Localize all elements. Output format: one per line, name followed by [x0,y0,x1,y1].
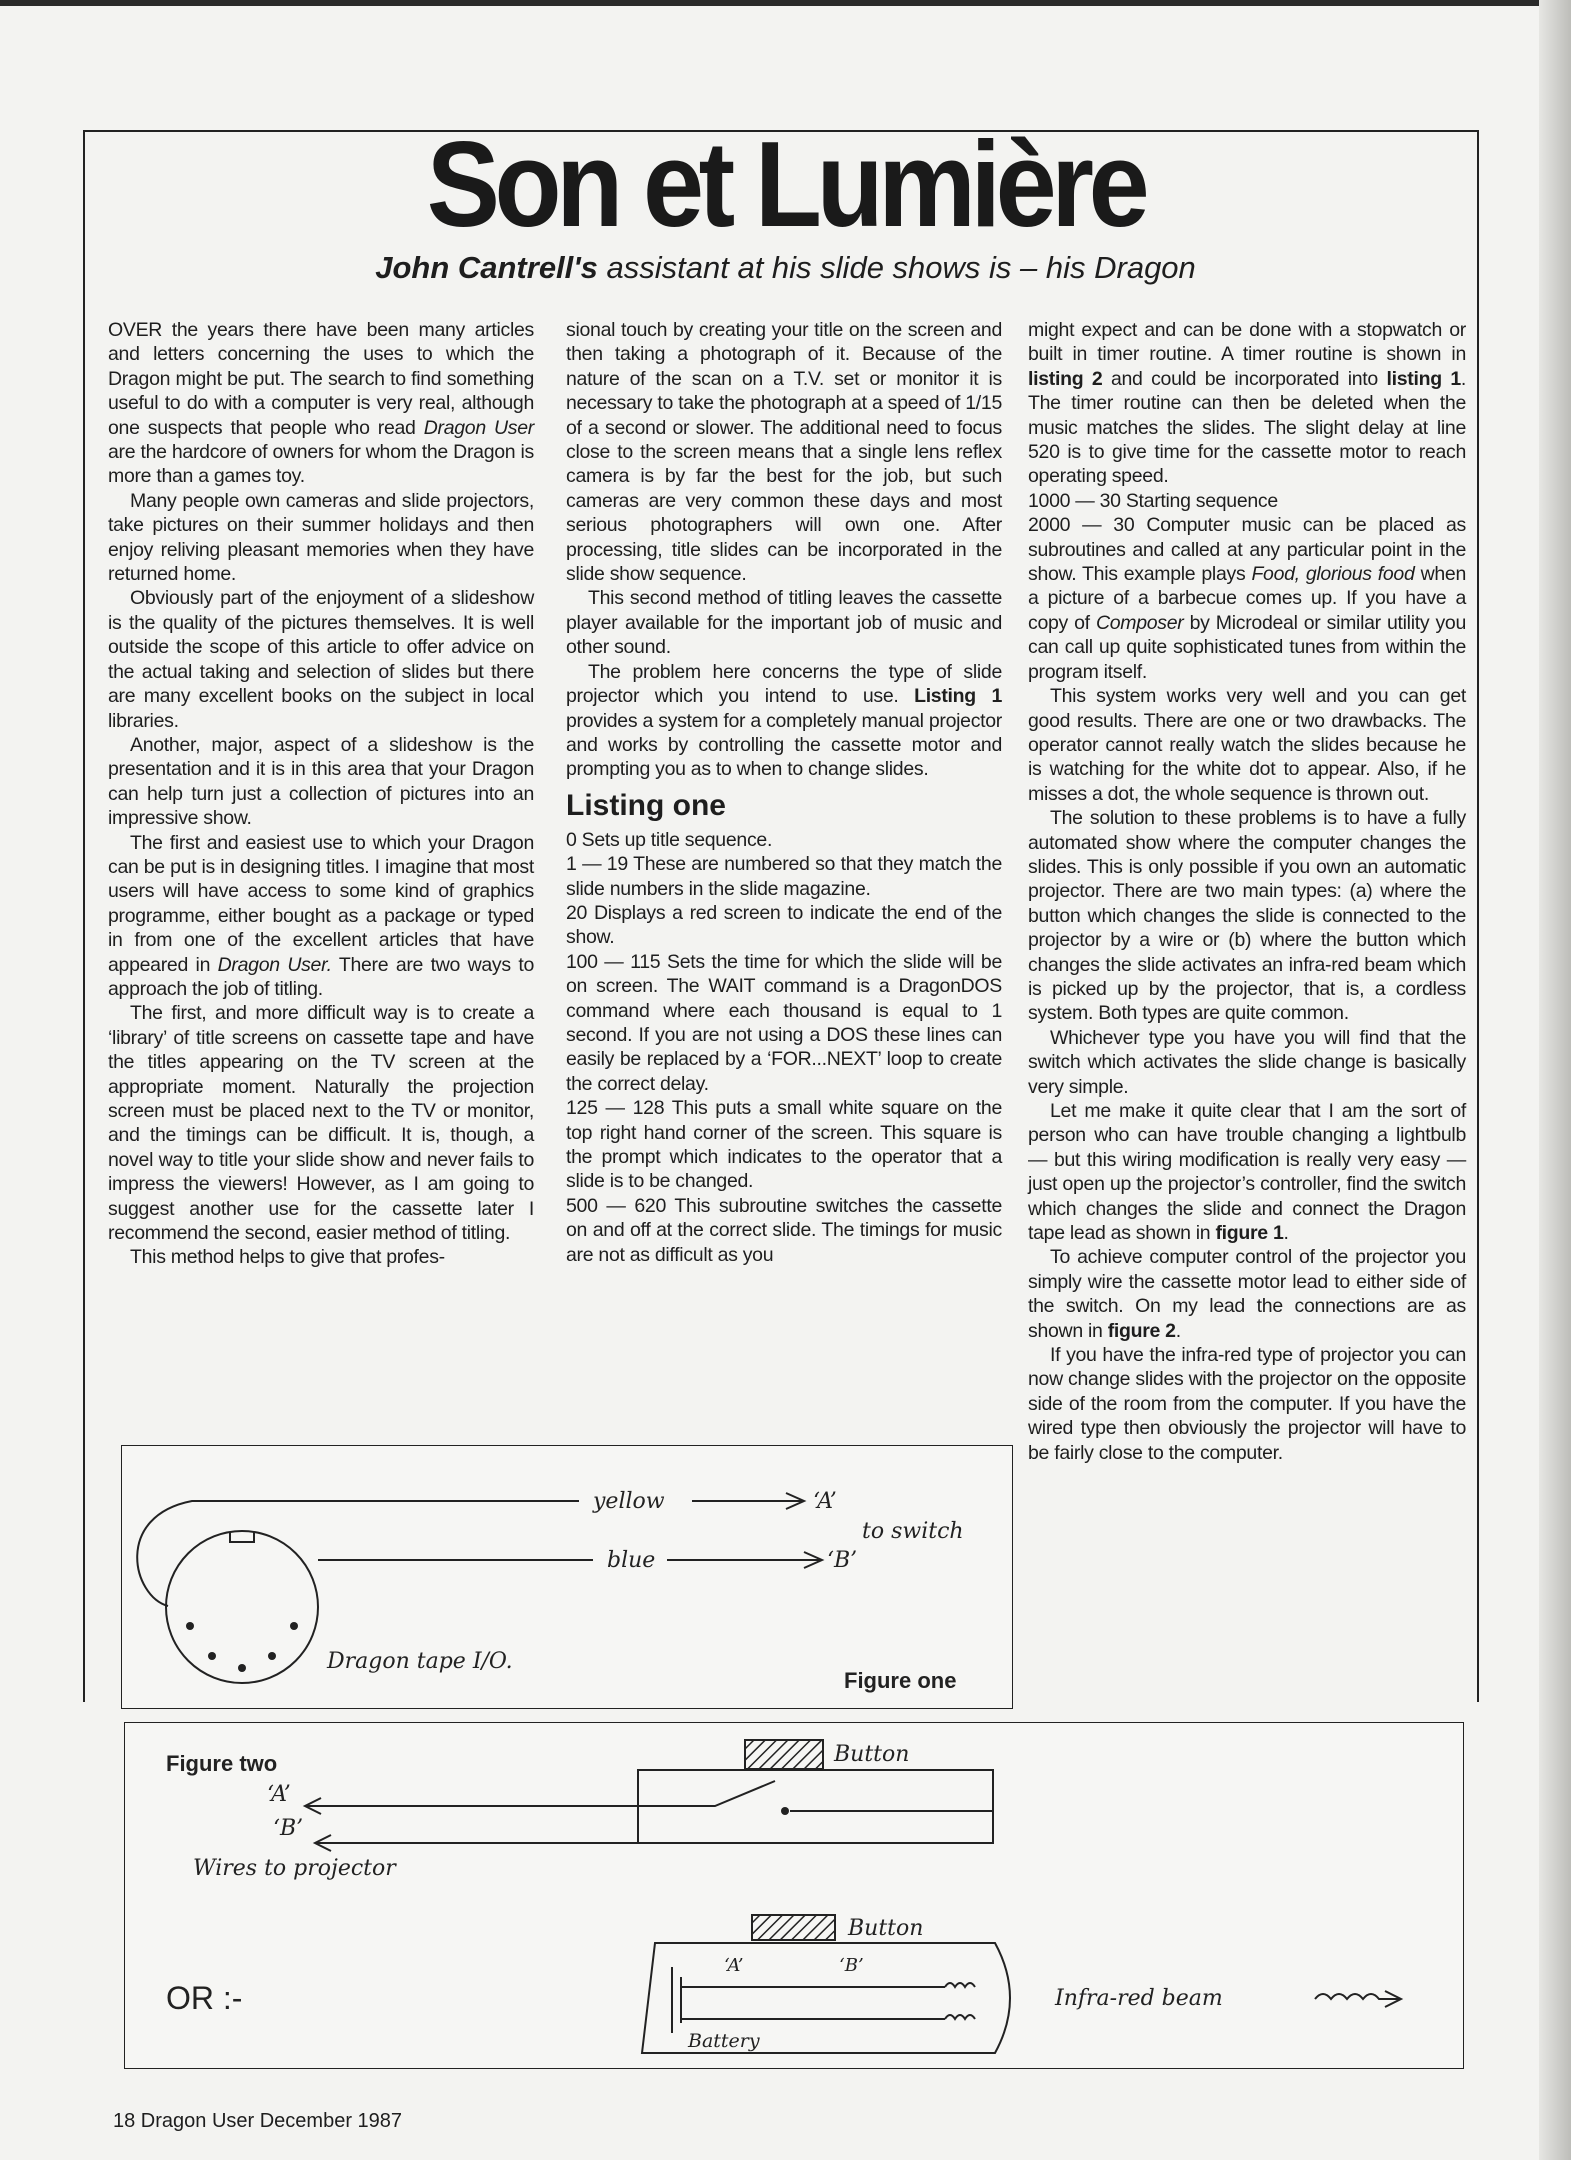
paragraph [108,318,534,489]
paragraph [1028,806,1466,1026]
text-run: and could be incorporated into [1102,367,1387,390]
paragraph [1028,1245,1466,1343]
figure-one-diagram [122,1446,1012,1708]
arrow-b [667,1552,822,1568]
button-hatch-1 [745,1740,823,1769]
bold-reference: figure 1 [1215,1222,1284,1245]
author-name: John Cantrell's [375,250,598,285]
label-terminal-b: ‘B’ [827,1548,858,1573]
text-run: by Microdeal or similar utility you can call up quite sophisticated tunes from within the program itself. [1028,611,1466,683]
text-run: might expect and can be done with a stopwatch or built in timer routine. A timer routine is shown in [1028,319,1466,366]
text-run: when a picture of a barbecue comes up. If you have a copy of [1028,563,1466,634]
text-run: To achieve computer control of the projector you simply wire the cassette motor lead to either side of the switch. On my lead the connections are as shown in [1028,1246,1466,1342]
text-run: The problem here concerns the type of slide projector which you intend to use. [566,660,1002,708]
text-run: . The timer routine can then be deleted when the music matches the slides. The slight delay at line 520 is to give time for the cassette motor to reach operating speed. [1028,367,1467,488]
arrow-a [692,1493,804,1509]
paragraph [108,1245,534,1269]
text-run: If you have the infra-red type of projector you can now change slides with the projector on the opposite side of the room from the computer. If you have the wired type then obviously the projector will have to be fairly close to the computer. [1028,1344,1466,1464]
label-button-2: Button [848,1916,924,1941]
yellow-wire [137,1501,579,1606]
paragraph [108,733,534,831]
paragraph [1028,489,1466,513]
paragraph [566,950,1002,1096]
paragraph [1028,513,1466,684]
text-run: 500 — 620 This subroutine switches the cassette on and off at the correct slide. The timings for music are not as difficult as you [566,1194,1002,1266]
ir-wires [681,1987,945,2019]
label-yellow: yellow [593,1489,665,1514]
text-run: Many people own cameras and slide projectors, take pictures on their summer holidays and then enjoy reliving pleasant memories when they have returned home. [108,489,534,586]
paragraph [108,1001,534,1245]
paragraph [1028,318,1466,489]
article-title: Son et Lumière [426,116,1145,252]
label-battery: Battery [688,2030,760,2052]
text-run: are the hardcore of owners for whom the Dragon is more than a games toy. [108,441,534,488]
paragraph [108,586,534,732]
figure-two-diagram [125,1723,1463,2068]
battery-symbol [672,1967,681,2033]
text-run: There are two ways to approach the job of titling. [108,953,535,1000]
button-hatch-2 [752,1915,835,1940]
article-subtitle [0,250,1571,286]
paragraph [566,1096,1002,1194]
text-run: This method helps to give that profes- [130,1246,445,1269]
label-wires-to-projector: Wires to projector [193,1856,396,1881]
label-blue: blue [607,1548,656,1573]
paragraph [1028,1343,1466,1465]
switch-lever [638,1781,775,1806]
text-run: The solution to these problems is to have a fully automated show where the computer changes the slides. This is only possible if you own an automatic projector. There are two main types: (a) where the button which changes the slide is connected to the projector by a wire or (b) where the button which changes the slide activates an infra-red beam which is picked up by the projector, that is, a cordless system. Both types are quite common. [1028,807,1466,1025]
text-run: 1000 — 30 Starting sequence [1028,489,1278,512]
paragraph [566,828,1002,852]
page-top-edge [0,0,1571,6]
din-plug-pins [186,1622,298,1672]
text-run: 2000 — 30 Computer music can be placed as subroutines and called at any particular point in the show. This example plays [1028,514,1466,586]
text-column-3 [1028,318,1466,1465]
text-run: 100 — 115 Sets the time for which the slide will be on screen. The WAIT command is a DragonDOS command where each thousand is equal to 1 second. If you are not using a DOS these lines can easily be replaced by a ‘FOR...NEXT’ loop to create the correct delay. [566,950,1002,1095]
text-column-1 [108,318,534,1270]
label-terminal-a: ‘A’ [813,1489,837,1514]
italic-text: Dragon User. [217,953,332,976]
text-run: Another, major, aspect of a slideshow is the presentation and it is in this area that your Dragon can help turn just a collection of pictures into an impressive show. [108,733,534,830]
text-run: 125 — 128 This puts a small white square on the top right hand corner of the screen. This square is the prompt which indicates to the operator that a slide is to be changed. [566,1097,1002,1193]
din-plug-notch [230,1532,254,1542]
text-run: 0 Sets up title sequence. [566,828,773,851]
text-run: Let me make it quite clear that I am the sort of person who can have trouble changing a lightbulb — but this wiring modification is really very easy — just open up the projector’s controller, find the switch which changes the slide and connect the Dragon tape lead as shown in [1028,1100,1466,1245]
paragraph [1028,684,1466,806]
label-dragon-tape-io: Dragon tape I/O. [327,1649,513,1674]
bold-reference: Listing 1 [914,685,1002,708]
subtitle-text: assistant at his slide shows is – his Dragon [597,250,1196,285]
text-run: 1 — 19 These are numbered so that they match the slide numbers in the slide magazine. [566,853,1002,900]
bold-reference: listing 1 [1386,367,1461,390]
din-plug-outline [166,1531,318,1683]
text-run: . [1283,1222,1289,1245]
text-run: sional touch by creating your title on the screen and then taking a photograph of it. Because of the nature of the scan on a T.V. set or monitor it is necessary to take the photograph at a speed of 1/15 of a second or slower. The additional need to focus close to the screen means that a single lens reflex camera is by far the best for the job, but such cameras are very common these days and most serious photographers will own one. After processing, title slides can be incorporated in the slide show sequence. [566,319,1002,586]
label-or: OR :- [166,1980,243,2016]
ir-emitter-coil [945,1983,975,2019]
text-run: Listing one [566,788,726,822]
label-to-switch: to switch [862,1519,964,1544]
text-run: provides a system for a completely manual projector and works by controlling the cassette motor and prompting you as to when to change slides. [566,709,1002,781]
wire-b-arrow [315,1835,638,1851]
text-run: This second method of titling leaves the cassette player available for the important job of music and other sound. [566,587,1002,659]
section-heading [566,788,1002,824]
label-ir-terminal-b: ‘B’ [839,1955,864,1976]
paragraph [108,831,534,1002]
figure-two-caption: Figure two [166,1751,278,1776]
paragraph [566,901,1002,950]
label-ir-terminal-a: ‘A’ [724,1955,744,1976]
text-run: The first, and more difficult way is to create a ‘library’ of title screens on cassette tape and have the titles appearing on the TV screen at the appropriate moment. Naturally the projection screen must be placed next to the TV or monitor, and the timings can be difficult. It is, though, a novel way to title your slide show and never fails to impress the viewers! However, as I am going to suggest another use for the cassette later I recommend the second, easier method of titling. [108,1002,534,1245]
text-run: Obviously part of the enjoyment of a slideshow is the quality of the pictures themselves. It is well outside the scope of this article to offer advice on the actual taking and selection of slides but there are many excellent books on the subject in local libraries. [108,587,534,732]
text-column-2 [566,318,1002,1267]
paragraph [566,318,1002,586]
text-run: OVER the years there have been many articles and letters concerning the uses to which the Dragon might be put. The search to find something useful to do with a computer is very real, although one suspects that people who read [108,319,534,439]
paragraph [566,1194,1002,1267]
text-run: 20 Displays a red screen to indicate the end of the show. [566,901,1002,949]
paragraph [1028,1099,1466,1245]
infrared-beam-arrow [1315,1991,1401,2007]
paragraph [1028,1026,1466,1099]
text-run: This system works very well and you can get good results. There are one or two drawbacks. The operator cannot really watch the slides because he is watching for the white dot to appear. Also, if he misses a dot, the whole sequence is thrown out. [1028,685,1466,805]
paragraph [566,852,1002,901]
figure-one [121,1445,1013,1709]
italic-text: Dragon User [423,416,534,439]
figure-two [124,1722,1464,2069]
text-run: . [1175,1319,1181,1342]
switch-contact-dot [781,1807,789,1815]
paragraph [108,489,534,587]
label-button-1: Button [834,1742,910,1767]
label-terminal-b: ‘B’ [273,1816,304,1841]
page-footer: 18 Dragon User December 1987 [113,2110,403,2132]
paragraph [566,586,1002,659]
label-terminal-a: ‘A’ [267,1782,291,1807]
text-run: The first and easiest use to which your Dragon can be put is in designing titles. I imagine that most users will have access to some kind of graphics programme, either bought as a package or typed in from one of the excellent articles that have appeared in [108,831,534,976]
italic-text: Food, glorious food [1251,563,1415,586]
label-infra-red-beam: Infra-red beam [1055,1986,1223,2011]
bold-reference: figure 2 [1107,1319,1176,1342]
page-gutter-shadow [1539,0,1571,2160]
italic-text: Composer [1095,611,1184,634]
wire-a-arrow [305,1798,638,1814]
figure-one-caption: Figure one [844,1668,957,1693]
paragraph [566,660,1002,782]
text-run: Whichever type you have you will find that the switch which activates the slide change is basically very simple. [1028,1026,1466,1098]
bold-reference: listing 2 [1028,367,1103,390]
